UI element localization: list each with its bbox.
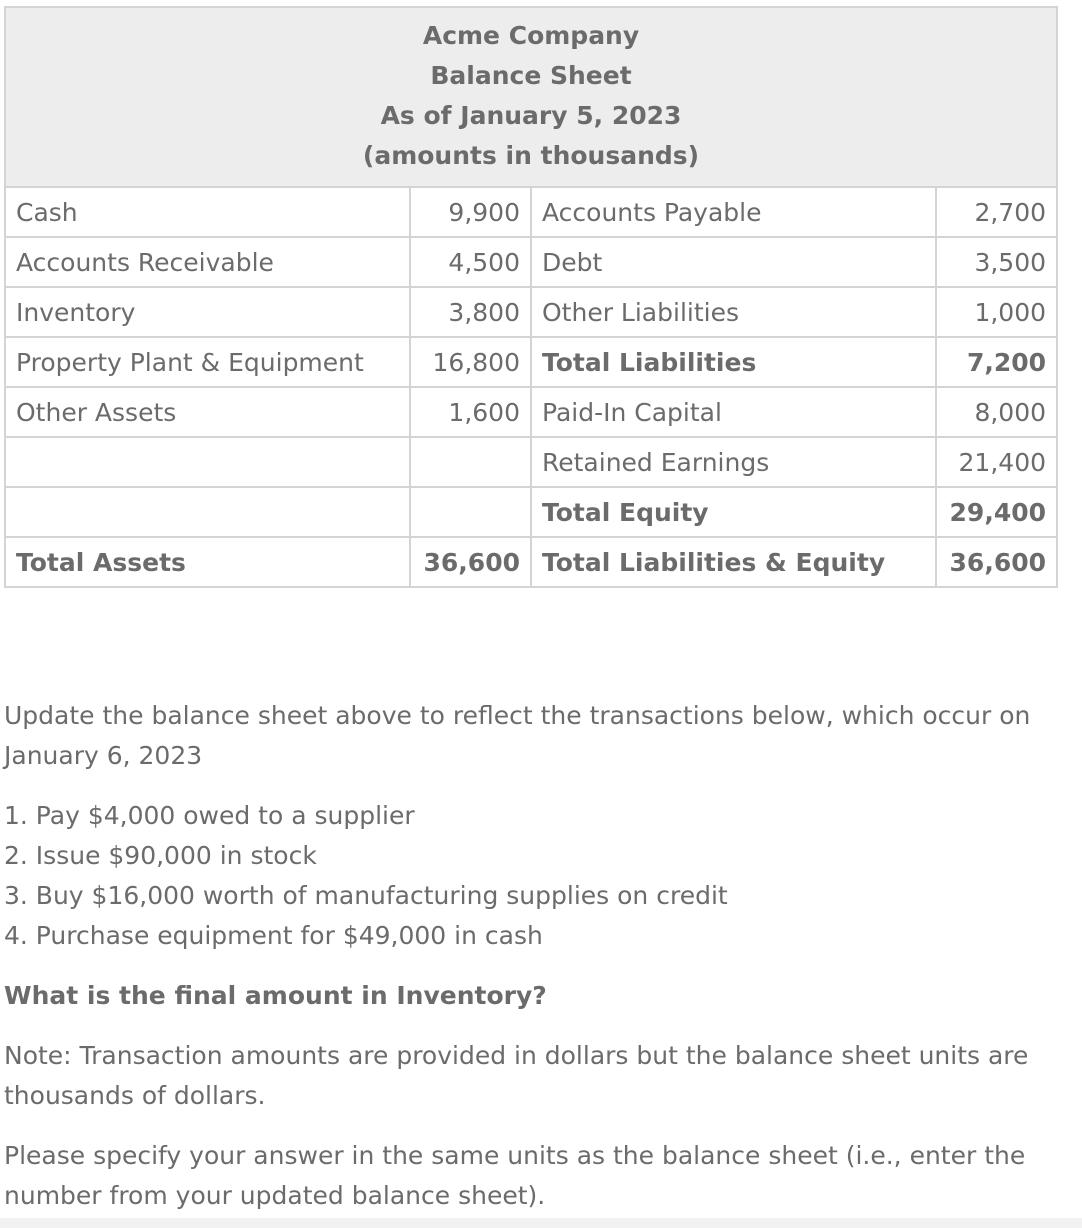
instruction-text: Please specify your answer in the same units as the balance sheet (i.e., enter the number from your updated balance sheet).	[4, 1141, 1026, 1210]
liability-value: 2,700	[936, 187, 1057, 237]
list-item: 4. Purchase equipment for $49,000 in cash	[4, 921, 543, 950]
sheet-units: (amounts in thousands)	[362, 141, 700, 170]
asset-label: Cash	[5, 187, 410, 237]
note-text: Note: Transaction amounts are provided in dollars but the balance sheet units are thousands of dollars.	[4, 1041, 1029, 1110]
asset-label: Inventory	[5, 287, 410, 337]
total-equity-label: Total Equity	[531, 487, 936, 537]
table-row	[5, 237, 1057, 287]
balance-sheet-table	[4, 6, 1058, 588]
liability-label: Retained Earnings	[531, 437, 936, 487]
total-liabilities-equity-label: Total Liabilities & Equity	[531, 537, 936, 587]
question-text: What is the final amount in Inventory?	[4, 981, 547, 1010]
company-name: Acme Company	[422, 21, 640, 50]
asset-value: 3,800	[410, 287, 531, 337]
total-assets-label: Total Assets	[5, 537, 410, 587]
list-item: 1. Pay $4,000 owed to a supplier	[4, 801, 415, 830]
balance-sheet-header-row	[5, 7, 1057, 187]
question-body	[4, 696, 1064, 1216]
asset-label: Property Plant & Equipment	[5, 337, 410, 387]
total-liabilities-equity-value: 36,600	[936, 537, 1057, 587]
liability-label: Accounts Payable	[531, 187, 936, 237]
sheet-title: Balance Sheet	[430, 61, 632, 90]
liability-value: 3,500	[936, 237, 1057, 287]
table-row	[5, 387, 1057, 437]
balance-sheet-header	[5, 7, 1057, 187]
liability-value: 21,400	[936, 437, 1057, 487]
liability-label: Other Liabilities	[531, 287, 936, 337]
asset-value: 4,500	[410, 237, 531, 287]
table-row	[5, 537, 1057, 587]
total-liabilities-label: Total Liabilities	[531, 337, 936, 387]
total-equity-value: 29,400	[936, 487, 1057, 537]
total-assets-value: 36,600	[410, 537, 531, 587]
list-item: 2. Issue $90,000 in stock	[4, 841, 317, 870]
transaction-list	[4, 796, 1064, 956]
table-row	[5, 337, 1057, 387]
total-liabilities-value: 7,200	[936, 337, 1057, 387]
intro-text: Update the balance sheet above to reflect the transactions below, which occur on January 6, 2023	[4, 701, 1031, 770]
table-row	[5, 487, 1057, 537]
table-row	[5, 287, 1057, 337]
bottom-divider	[0, 1218, 1082, 1228]
asset-label	[5, 437, 410, 487]
asset-label: Other Assets	[5, 387, 410, 437]
table-row	[5, 187, 1057, 237]
liability-value: 8,000	[936, 387, 1057, 437]
asset-value: 9,900	[410, 187, 531, 237]
list-item: 3. Buy $16,000 worth of manufacturing supplies on credit	[4, 881, 728, 910]
asset-label	[5, 487, 410, 537]
liability-value: 1,000	[936, 287, 1057, 337]
asset-value	[410, 487, 531, 537]
asset-value	[410, 437, 531, 487]
sheet-date: As of January 5, 2023	[380, 101, 682, 130]
asset-value: 16,800	[410, 337, 531, 387]
liability-label: Debt	[531, 237, 936, 287]
asset-value: 1,600	[410, 387, 531, 437]
asset-label: Accounts Receivable	[5, 237, 410, 287]
table-row	[5, 437, 1057, 487]
liability-label: Paid-In Capital	[531, 387, 936, 437]
